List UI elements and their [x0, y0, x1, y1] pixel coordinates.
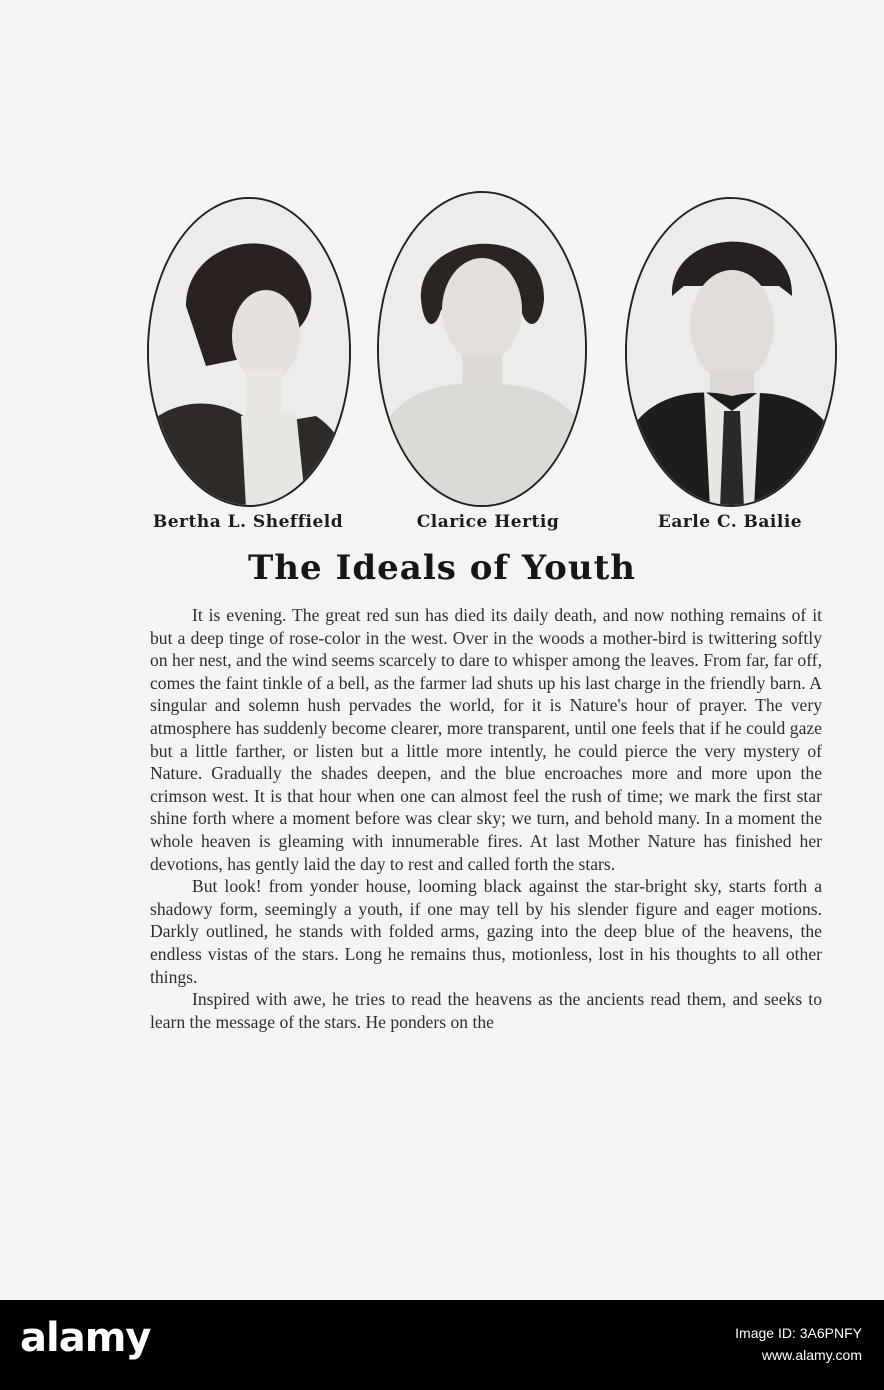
- paragraph-3: Inspired with awe, he tries to read the heavens as the ancients read them, and seeks to learn the message of the stars. He ponders on the: [150, 989, 822, 1032]
- site-url: www.alamy.com: [761, 1347, 862, 1363]
- portrait-caption-1: Bertha L. Sheffield: [152, 512, 344, 532]
- portrait-oval-3: [624, 196, 838, 508]
- portrait-oval-1: [146, 196, 352, 508]
- page-title: The Ideals of Youth: [247, 548, 636, 588]
- paragraph-2: But look! from yonder house, looming black against the star-bright sky, starts forth a shadowy form, seemingly a youth, if one may tell by his slender figure and eager motions. Darkly outlined, he stands with folded arms, gazing into the deep blue of the heavens, the endless vistas of the stars. Long he remains thus, motionless, lost in his thoughts to all other things.: [150, 876, 822, 987]
- watermark-info: [735, 1322, 862, 1366]
- paragraph-1: It is evening. The great red sun has died its daily death, and now nothing remains of it but a deep tinge of rose-color in the west. Over in the woods a mother-bird is twittering softly on her nest, and the wind seems scarcely to dare to whisper among the leaves. From far, far off, comes the faint tinkle of a bell, as the farmer lad shuts up his last charge in the friendly barn. A singular and solemn hush pervades the world, for it is Nature's hour of prayer. The very atmosphere has suddenly become clearer, more transparent, until one feels that if he could gaze but a little farther, or listen but a little more intently, he could pierce the very mystery of Nature. Gradually the shades deepen, and the blue encroaches more and more upon the crimson west. It is that hour when one can almost feel the rush of time; we mark the first star shine forth where a moment before was clear sky; we turn, and behold many. In a moment the whole heaven is gleaming with innumerable fires. At last Mother Nature has finished her devotions, has gently laid the day to rest and called forth the stars.: [150, 605, 822, 874]
- portrait-caption-3: Earle C. Bailie: [657, 512, 803, 532]
- portrait-oval-2: [376, 190, 588, 508]
- image-id: Image ID: 3A6PNFY: [735, 1325, 862, 1341]
- portrait-photo-3: [624, 196, 838, 508]
- portrait-photo-1: [146, 196, 352, 508]
- watermark-logo: alamy: [20, 1315, 151, 1361]
- portrait-photo-2: [376, 190, 588, 508]
- portrait-caption-2: Clarice Hertig: [416, 512, 560, 532]
- article-body: [150, 604, 822, 1033]
